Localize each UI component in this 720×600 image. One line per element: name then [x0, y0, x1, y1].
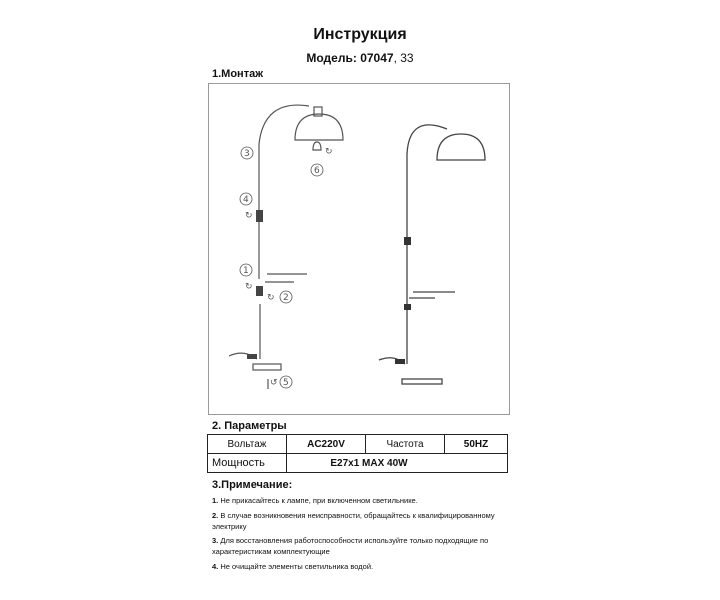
note-4-text: Не очищайте элементы светильника водой. [220, 562, 374, 571]
page-title: Инструкция [313, 26, 407, 43]
note-2-text: В случае возникновения неисправности, обращайтесь к квалифицированному [220, 511, 495, 520]
right-base [402, 379, 442, 384]
frequency-label: Частота [366, 435, 445, 454]
assembly-diagram [209, 84, 509, 414]
callout-3-label: 3 [244, 149, 250, 159]
params-heading: 2. Параметры [212, 420, 287, 432]
voltage-label: Вольтаж [208, 435, 287, 454]
note-2-text-cont: электрику [212, 522, 247, 531]
left-bulb [313, 142, 321, 150]
left-shade [295, 114, 343, 140]
model-label: Модель: [306, 51, 357, 65]
frequency-value: 50HZ [445, 435, 508, 454]
rotate-arrow-1: ↻ [245, 282, 253, 292]
left-arc [259, 105, 309, 144]
note-3-text-cont: характеристикам комплектующие [212, 547, 330, 556]
note-3-text: Для восстановления работоспособности используйте только подходящие по [220, 536, 489, 545]
left-coupling-lower [256, 286, 263, 296]
params-table [207, 434, 508, 473]
right-switch [395, 359, 405, 364]
callout-4-label: 4 [243, 195, 249, 205]
callout-1-label: 1 [243, 266, 249, 276]
power-value: E27x1 MAX 40W [287, 454, 508, 473]
right-shelf-clamp [404, 304, 411, 310]
params-row-power [208, 454, 508, 473]
power-label: Мощность [208, 454, 287, 473]
note-1-text: Не прикасайтесь к лампе, при включенном светильнике. [220, 496, 418, 505]
note-1-num: 1. [212, 496, 219, 505]
left-base [253, 364, 281, 370]
rotate-arrow-2: ↻ [267, 293, 275, 303]
model-value: 07047 [360, 51, 394, 65]
rotate-arrow-6: ↻ [325, 147, 333, 157]
note-4-num: 4. [212, 562, 219, 571]
note-2-num: 2. [212, 511, 219, 520]
note-3 [212, 535, 512, 557]
left-switch [247, 354, 257, 359]
model-suffix: , 33 [393, 51, 414, 65]
note-2 [212, 510, 512, 532]
callout-2-label: 2 [283, 293, 289, 303]
note-3-num: 3. [212, 536, 219, 545]
rotate-arrow-5: ↺ [270, 378, 278, 388]
note-1 [212, 495, 512, 506]
rotate-arrow-4: ↻ [245, 211, 253, 221]
callout-5-label: 5 [283, 378, 289, 388]
assembly-diagram-frame [208, 83, 510, 415]
right-shade [437, 134, 485, 160]
right-coupling [404, 237, 411, 245]
left-coupling-upper [256, 210, 263, 222]
params-row-voltage [208, 435, 508, 454]
mount-heading: 1.Монтаж [212, 68, 264, 80]
voltage-value: AC220V [287, 435, 366, 454]
model-line [0, 51, 720, 65]
notes-heading: 3.Примечание: [212, 479, 293, 491]
callout-6-label: 6 [314, 166, 320, 176]
note-4 [212, 561, 512, 572]
right-arc [407, 125, 447, 154]
